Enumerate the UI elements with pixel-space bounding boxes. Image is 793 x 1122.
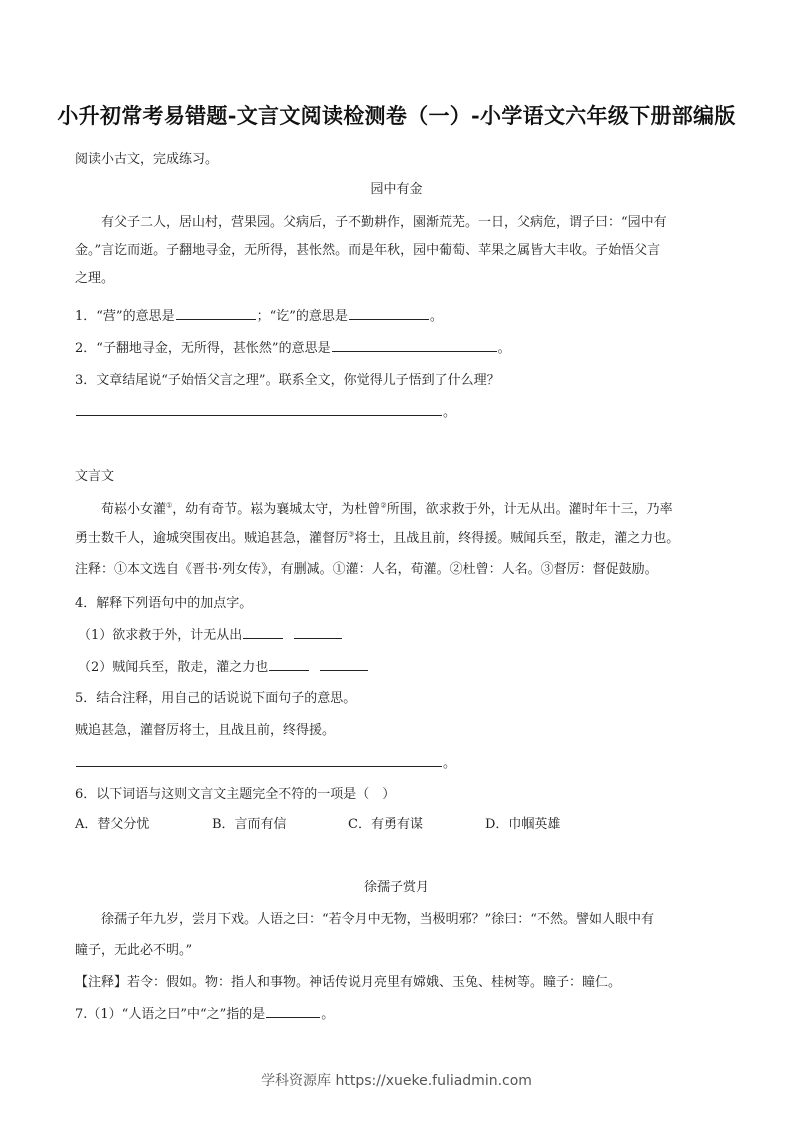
section1-passage-line2: 金。”言讫而逝。子翻地寻金，无所得，甚怅然。而是年秋，园中葡萄、苹果之属皆大丰收。子始悟父言 bbox=[75, 243, 661, 258]
q4-2-answer-blank-1[interactable] bbox=[269, 658, 309, 671]
option-a[interactable]: A．替父分忧 bbox=[75, 817, 150, 832]
section3-notes: 【注释】若令：假如。物：指人和事物。神话传说月亮里有嫦娥、玉兔、桂树等。瞳子：瞳仁。 bbox=[75, 975, 622, 990]
q4-2-answer-blank-2[interactable] bbox=[320, 658, 368, 671]
section2-passage-line2 bbox=[75, 527, 679, 546]
section2-notes: 注释：①本文选自《晋书·列女传》，有删减。①灌：人名，荀灌。②杜曾：人名。③督厉：督促鼓励。 bbox=[75, 562, 658, 577]
q4-1-answer-blank-1[interactable] bbox=[243, 626, 283, 639]
q5-answer-blank[interactable] bbox=[76, 754, 442, 767]
question-2 bbox=[75, 337, 511, 356]
option-b[interactable]: B．言而有信 bbox=[212, 817, 287, 832]
q1-answer-blank-1[interactable] bbox=[176, 307, 256, 320]
q4-2-text: （2）贼闻兵至，散走，灌之力也 bbox=[78, 660, 269, 675]
option-c[interactable]: C．有勇有谋 bbox=[348, 817, 423, 832]
question-6: 6．以下词语与这则文言文主题完全不符的一项是（ ） bbox=[75, 787, 396, 802]
q1-mid: ；“讫”的意思是 bbox=[256, 309, 348, 324]
footnote-marker-3: ③ bbox=[348, 530, 355, 539]
option-d[interactable]: D．巾帼英雄 bbox=[485, 817, 561, 832]
page-title: 小升初常考易错题-文言文阅读检测卷（一）-小学语文六年级下册部编版 bbox=[57, 103, 736, 128]
instruction-text: 阅读小古文，完成练习。 bbox=[75, 152, 219, 167]
question-4-2 bbox=[78, 656, 369, 675]
question-5-sentence: 贼追甚急，灌督厉将士，且战且前，终得援。 bbox=[75, 723, 336, 738]
section1-passage-line3: 之理。 bbox=[75, 271, 115, 286]
q3-answer-blank[interactable] bbox=[76, 403, 442, 416]
q2-answer-blank[interactable] bbox=[332, 339, 497, 352]
question-3: 3．文章结尾说“子始悟父言之理”。联系全文，你觉得儿子悟到了什么理？ bbox=[75, 373, 500, 388]
footer-watermark: 学科资源库 https://xueke.fuliadmin.com bbox=[261, 1073, 532, 1089]
question-5-answer bbox=[75, 752, 456, 771]
question-3-answer bbox=[75, 401, 456, 420]
q1-answer-blank-2[interactable] bbox=[349, 307, 429, 320]
q4-1-answer-blank-2[interactable] bbox=[294, 626, 342, 639]
passage-text: 勇士数千人，逾城突围夜出。贼追甚急，灌督厉 bbox=[75, 531, 349, 546]
section3-passage-line1: 徐孺子年九岁，尝月下戏。人语之曰：“若令月中无物，当极明邪？”徐曰：“不然。譬如人眼中有 bbox=[101, 912, 654, 927]
q2-prefix: 2．“子翻地寻金，无所得，甚怅然”的意思是 bbox=[75, 341, 331, 356]
passage-text: 所围，欲求救于外，计无从出。灌时年十三，乃率 bbox=[386, 502, 673, 517]
q7-prefix: 7.（1）“人语之曰”中“之”指的是 bbox=[75, 1007, 266, 1022]
question-5: 5．结合注释，用自己的话说说下面句子的意思。 bbox=[75, 691, 357, 706]
section3-passage-line2: 瞳子，无此必不明。” bbox=[75, 943, 193, 958]
question-7 bbox=[75, 1003, 334, 1022]
passage-text: 荀崧小女灌 bbox=[101, 502, 167, 517]
passage-text: 将士，且战且前，终得援。贼闻兵至，散走，灌之力也。 bbox=[354, 531, 680, 546]
q7-end: 。 bbox=[321, 1007, 335, 1022]
q1-prefix: 1．“营”的意思是 bbox=[75, 309, 175, 324]
q7-answer-blank[interactable] bbox=[266, 1005, 320, 1018]
q4-1-text: （1）欲求救于外，计无从出 bbox=[78, 628, 243, 643]
question-4-1 bbox=[78, 624, 343, 643]
q3-end: 。 bbox=[443, 405, 457, 420]
footnote-marker-2: ② bbox=[380, 501, 387, 510]
q2-end: 。 bbox=[497, 341, 511, 356]
question-1 bbox=[75, 305, 443, 324]
passage-text: ，幼有奇节。崧为襄城太守，为杜曾 bbox=[172, 502, 381, 517]
q5-end: 。 bbox=[443, 756, 457, 771]
section1-passage-line1: 有父子二人，居山村，营果园。父病后，子不勤耕作，園渐荒芜。一日，父病危，谓子曰：“园中有 bbox=[101, 215, 667, 230]
section3-heading: 徐孺子赏月 bbox=[363, 880, 429, 895]
question-4: 4．解释下列语句中的加点字。 bbox=[75, 596, 253, 611]
section2-passage-line1 bbox=[101, 498, 673, 517]
section2-heading: 文言文 bbox=[75, 469, 115, 484]
section1-heading: 园中有金 bbox=[370, 182, 423, 197]
q1-end: 。 bbox=[429, 309, 443, 324]
footnote-marker-1: ① bbox=[166, 501, 173, 510]
